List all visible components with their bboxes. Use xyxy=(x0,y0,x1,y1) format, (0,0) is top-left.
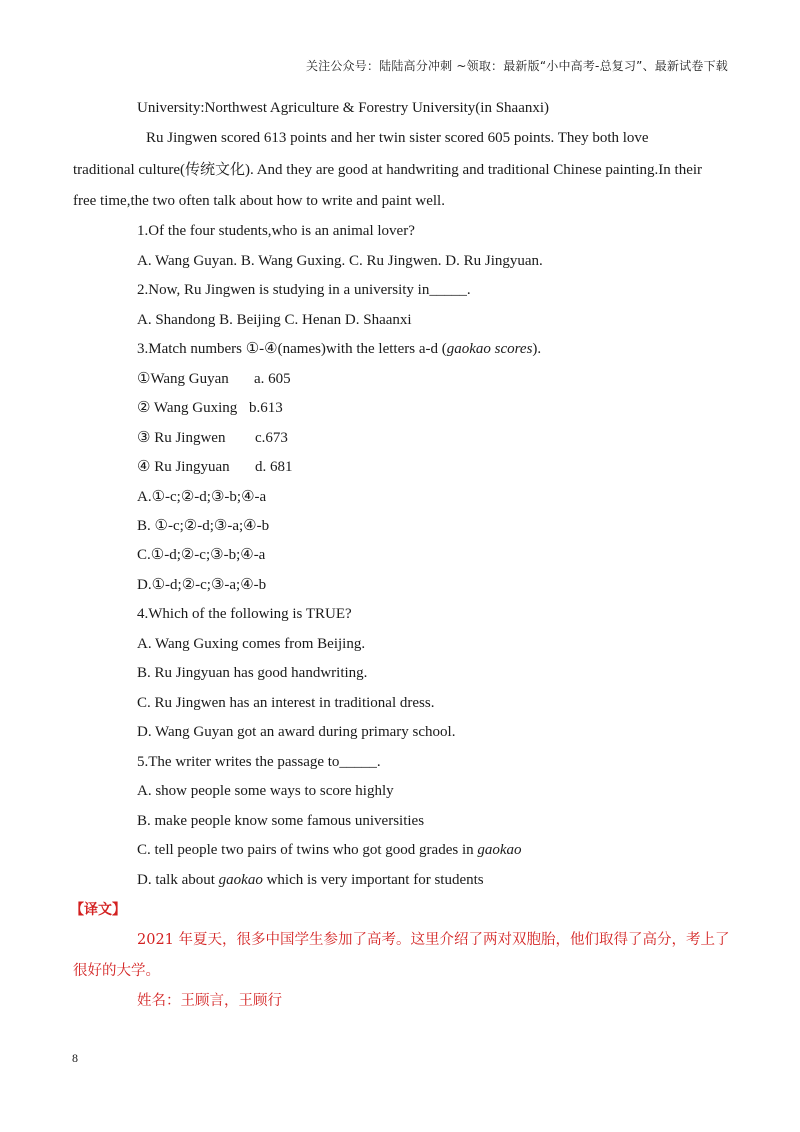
translation-line-1: 2021 年夏天，很多中国学生参加了高考。这里介绍了两对双胞胎，他们取得了高分，考上了 xyxy=(137,932,730,948)
question-3-stem: 3.Match numbers ①-④(names)with the letters a-d (gaokao scores). xyxy=(137,341,542,357)
question-4-option-b: B. Ru Jingyuan has good handwriting. xyxy=(137,665,368,681)
match-score: b.613 xyxy=(249,400,283,416)
page-number: 8 xyxy=(72,1051,78,1065)
question-3-option-c: C.①-d;②-c;③-b;④-a xyxy=(137,547,266,563)
question-2-options: A. Shandong B. Beijing C. Henan D. Shaanxi xyxy=(137,312,412,328)
passage-line-1: Ru Jingwen scored 613 points and her twin sister scored 605 points. They both love xyxy=(146,130,649,146)
translation-line-3: 姓名：王顾言，王顾行 xyxy=(137,993,282,1009)
question-3-option-a: A.①-c;②-d;③-b;④-a xyxy=(137,489,267,505)
translation-line-2: 很好的大学。 xyxy=(73,963,160,979)
match-score: d. 681 xyxy=(255,459,293,475)
question-1-options: A. Wang Guyan. B. Wang Guxing. C. Ru Jingwen. D. Ru Jingyuan. xyxy=(137,253,543,269)
translation-label: 【译文】 xyxy=(70,902,126,918)
match-score: c.673 xyxy=(255,430,288,446)
match-score: a. 605 xyxy=(254,371,291,387)
question-4-option-a: A. Wang Guxing comes from Beijing. xyxy=(137,636,366,652)
question-4-option-d: D. Wang Guyan got an award during primary school. xyxy=(137,724,456,740)
question-5-option-d: D. talk about gaokao which is very important for students xyxy=(137,872,484,888)
question-3-option-b: B. ①-c;②-d;③-a;④-b xyxy=(137,518,270,534)
passage-line-3: free time,the two often talk about how to write and paint well. xyxy=(73,193,445,209)
question-3-option-d: D.①-d;②-c;③-a;④-b xyxy=(137,577,267,593)
match-name: ③ Ru Jingwen xyxy=(137,430,226,446)
question-4-stem: 4.Which of the following is TRUE? xyxy=(137,606,352,622)
match-name: ①Wang Guyan xyxy=(137,371,229,387)
match-row xyxy=(137,458,293,476)
question-4-option-c: C. Ru Jingwen has an interest in traditional dress. xyxy=(137,695,435,711)
match-name: ② Wang Guxing xyxy=(137,400,238,416)
question-5-option-c: C. tell people two pairs of twins who got good grades in gaokao xyxy=(137,842,522,858)
question-2-stem: 2.Now, Ru Jingwen is studying in a university in_____. xyxy=(137,282,471,298)
match-row xyxy=(137,429,288,447)
match-row xyxy=(137,399,283,417)
page-header: 关注公众号：陆陆高分冲刺 ~领取：最新版“小中高考-总复习”、最新试卷下载 xyxy=(305,59,728,73)
match-name: ④ Ru Jingyuan xyxy=(137,459,230,475)
question-1-stem: 1.Of the four students,who is an animal lover? xyxy=(137,223,415,239)
passage-line-2: traditional culture(传统文化). And they are good at handwriting and traditional Chinese painting.In their xyxy=(73,162,703,178)
question-5-option-b: B. make people know some famous universities xyxy=(137,813,425,829)
match-row xyxy=(137,370,291,388)
university-line: University:Northwest Agriculture & Forestry University(in Shaanxi) xyxy=(137,100,550,116)
question-5-stem: 5.The writer writes the passage to_____. xyxy=(137,754,381,770)
question-5-option-a: A. show people some ways to score highly xyxy=(137,783,394,799)
